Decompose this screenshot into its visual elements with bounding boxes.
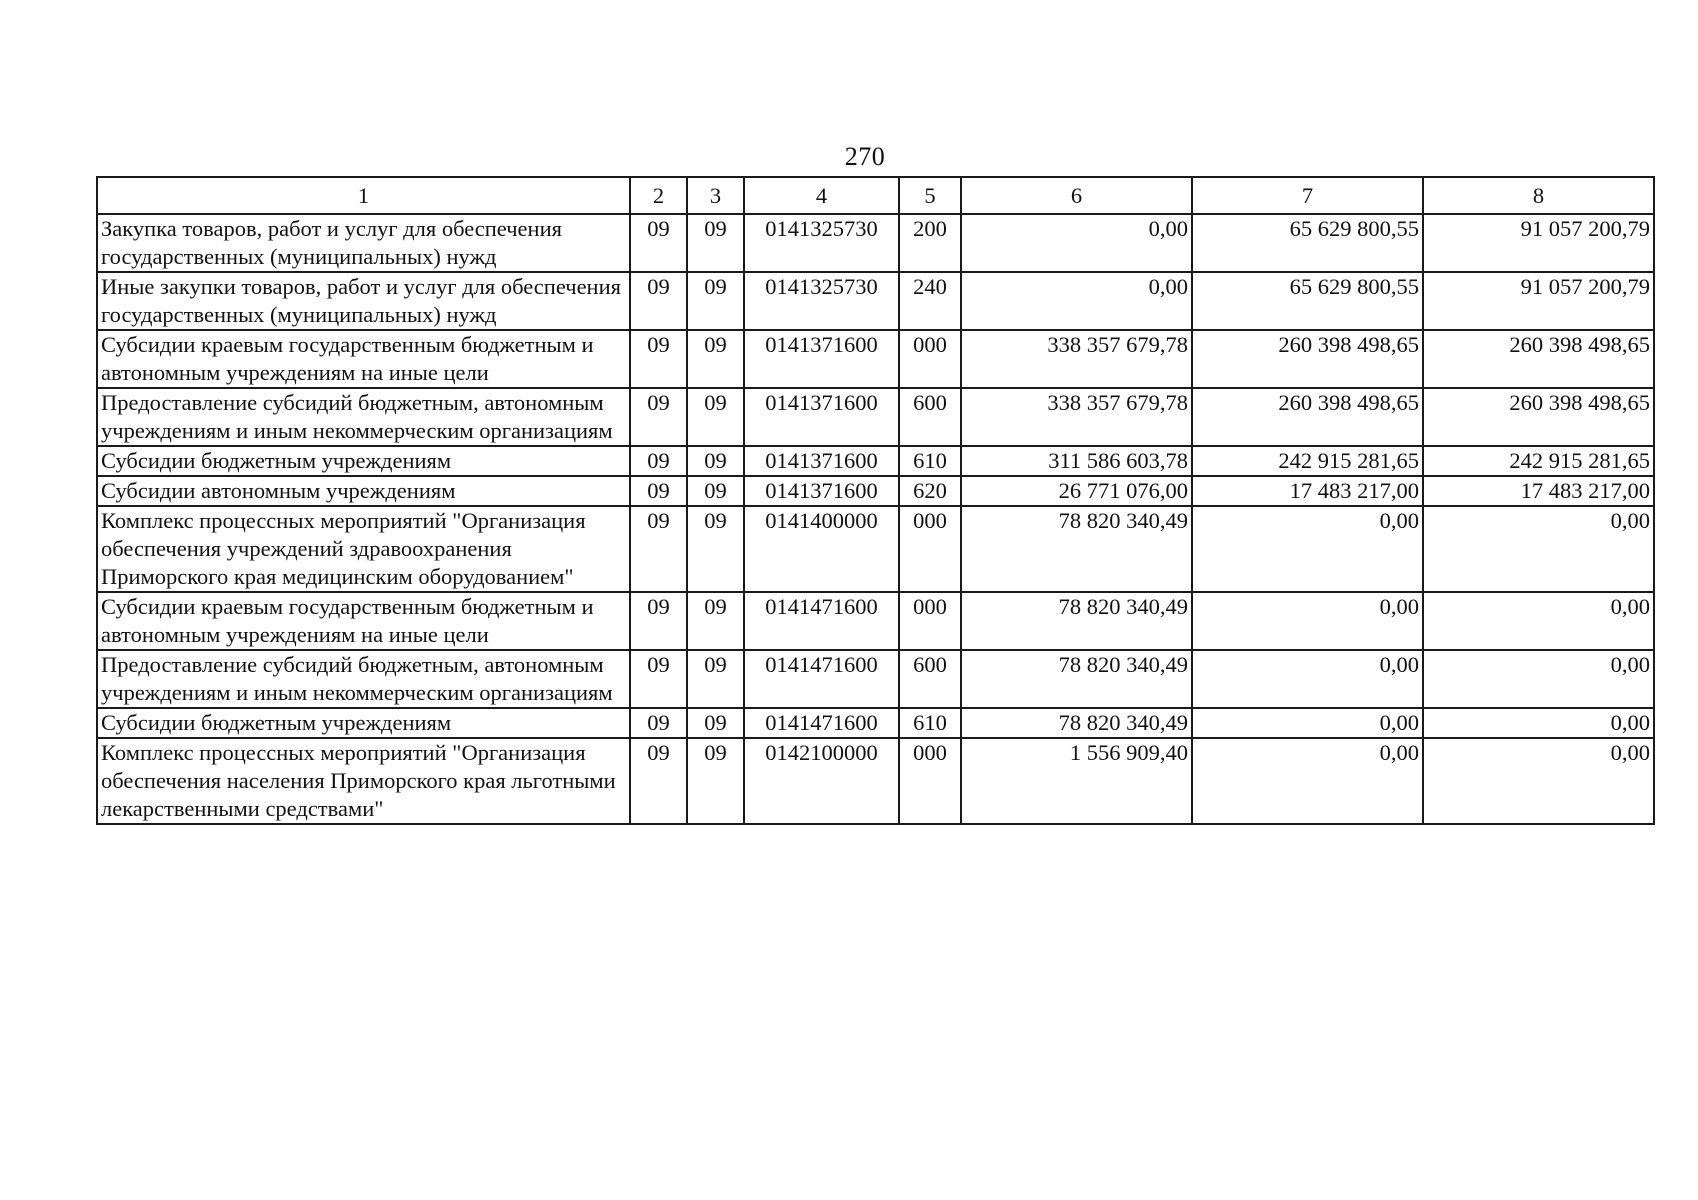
expense-type-cell: 000 bbox=[899, 738, 961, 824]
target-article-cell: 0141325730 bbox=[744, 214, 899, 272]
expense-type-cell: 610 bbox=[899, 446, 961, 476]
target-article-cell: 0141471600 bbox=[744, 708, 899, 738]
subsection-code-cell: 09 bbox=[687, 506, 744, 592]
subsection-code-cell: 09 bbox=[687, 738, 744, 824]
amount-col-6-cell: 0,00 bbox=[961, 272, 1192, 330]
header-col-2: 2 bbox=[630, 177, 687, 214]
amount-col-8-cell: 242 915 281,65 bbox=[1423, 446, 1654, 476]
row-name-cell: Предоставление субсидий бюджетным, автономным учреждениям и иным некоммерческим организациям bbox=[97, 388, 630, 446]
expense-type-cell: 610 bbox=[899, 708, 961, 738]
amount-col-6-cell: 78 820 340,49 bbox=[961, 592, 1192, 650]
amount-col-7-cell: 242 915 281,65 bbox=[1192, 446, 1423, 476]
subsection-code-cell: 09 bbox=[687, 708, 744, 738]
expense-type-cell: 000 bbox=[899, 506, 961, 592]
header-col-3: 3 bbox=[687, 177, 744, 214]
header-col-7: 7 bbox=[1192, 177, 1423, 214]
target-article-cell: 0141471600 bbox=[744, 592, 899, 650]
page-number: 270 bbox=[844, 142, 886, 171]
row-name-cell: Комплекс процессных мероприятий "Организация обеспечения населения Приморского края льготными лекарственными средствами" bbox=[97, 738, 630, 824]
row-name-cell: Субсидии бюджетным учреждениям bbox=[97, 708, 630, 738]
row-name-cell: Предоставление субсидий бюджетным, автономным учреждениям и иным некоммерческим организациям bbox=[97, 650, 630, 708]
target-article-cell: 0141400000 bbox=[744, 506, 899, 592]
section-code-cell: 09 bbox=[630, 708, 687, 738]
amount-col-7-cell: 260 398 498,65 bbox=[1192, 388, 1423, 446]
amount-col-7-cell: 17 483 217,00 bbox=[1192, 476, 1423, 506]
row-name-cell: Субсидии краевым государственным бюджетным и автономным учреждениям на иные цели bbox=[97, 592, 630, 650]
subsection-code-cell: 09 bbox=[687, 214, 744, 272]
amount-col-6-cell: 1 556 909,40 bbox=[961, 738, 1192, 824]
expense-type-cell: 200 bbox=[899, 214, 961, 272]
amount-col-6-cell: 78 820 340,49 bbox=[961, 506, 1192, 592]
row-name-cell: Закупка товаров, работ и услуг для обеспечения государственных (муниципальных) нужд bbox=[97, 214, 630, 272]
subsection-code-cell: 09 bbox=[687, 592, 744, 650]
row-name-cell: Иные закупки товаров, работ и услуг для обеспечения государственных (муниципальных) нужд bbox=[97, 272, 630, 330]
section-code-cell: 09 bbox=[630, 272, 687, 330]
expense-type-cell: 600 bbox=[899, 388, 961, 446]
amount-col-6-cell: 78 820 340,49 bbox=[961, 708, 1192, 738]
row-name-cell: Субсидии бюджетным учреждениям bbox=[97, 446, 630, 476]
table-row bbox=[97, 650, 1654, 708]
section-code-cell: 09 bbox=[630, 214, 687, 272]
amount-col-8-cell: 0,00 bbox=[1423, 738, 1654, 824]
table-row bbox=[97, 214, 1654, 272]
subsection-code-cell: 09 bbox=[687, 330, 744, 388]
row-name-cell: Субсидии краевым государственным бюджетным и автономным учреждениям на иные цели bbox=[97, 330, 630, 388]
section-code-cell: 09 bbox=[630, 506, 687, 592]
amount-col-8-cell: 91 057 200,79 bbox=[1423, 214, 1654, 272]
section-code-cell: 09 bbox=[630, 330, 687, 388]
amount-col-7-cell: 0,00 bbox=[1192, 592, 1423, 650]
table-row bbox=[97, 330, 1654, 388]
amount-col-8-cell: 0,00 bbox=[1423, 650, 1654, 708]
header-col-6: 6 bbox=[961, 177, 1192, 214]
budget-table bbox=[96, 176, 1655, 825]
section-code-cell: 09 bbox=[630, 650, 687, 708]
amount-col-7-cell: 0,00 bbox=[1192, 650, 1423, 708]
section-code-cell: 09 bbox=[630, 388, 687, 446]
subsection-code-cell: 09 bbox=[687, 446, 744, 476]
amount-col-7-cell: 65 629 800,55 bbox=[1192, 272, 1423, 330]
header-col-5: 5 bbox=[899, 177, 961, 214]
table-row bbox=[97, 708, 1654, 738]
row-name-cell: Субсидии автономным учреждениям bbox=[97, 476, 630, 506]
subsection-code-cell: 09 bbox=[687, 476, 744, 506]
target-article-cell: 0141371600 bbox=[744, 330, 899, 388]
amount-col-7-cell: 0,00 bbox=[1192, 506, 1423, 592]
table-row bbox=[97, 592, 1654, 650]
table-row bbox=[97, 738, 1654, 824]
amount-col-8-cell: 0,00 bbox=[1423, 592, 1654, 650]
target-article-cell: 0141371600 bbox=[744, 446, 899, 476]
expense-type-cell: 600 bbox=[899, 650, 961, 708]
section-code-cell: 09 bbox=[630, 738, 687, 824]
header-row bbox=[97, 177, 1654, 214]
target-article-cell: 0142100000 bbox=[744, 738, 899, 824]
amount-col-6-cell: 26 771 076,00 bbox=[961, 476, 1192, 506]
header-col-1: 1 bbox=[97, 177, 630, 214]
table-body bbox=[97, 214, 1654, 824]
amount-col-6-cell: 78 820 340,49 bbox=[961, 650, 1192, 708]
amount-col-8-cell: 260 398 498,65 bbox=[1423, 330, 1654, 388]
amount-col-7-cell: 0,00 bbox=[1192, 708, 1423, 738]
amount-col-6-cell: 338 357 679,78 bbox=[961, 330, 1192, 388]
target-article-cell: 0141471600 bbox=[744, 650, 899, 708]
amount-col-7-cell: 0,00 bbox=[1192, 738, 1423, 824]
target-article-cell: 0141371600 bbox=[744, 388, 899, 446]
amount-col-7-cell: 260 398 498,65 bbox=[1192, 330, 1423, 388]
table-row bbox=[97, 506, 1654, 592]
section-code-cell: 09 bbox=[630, 592, 687, 650]
section-code-cell: 09 bbox=[630, 476, 687, 506]
target-article-cell: 0141325730 bbox=[744, 272, 899, 330]
header-col-8: 8 bbox=[1423, 177, 1654, 214]
amount-col-8-cell: 0,00 bbox=[1423, 506, 1654, 592]
expense-type-cell: 000 bbox=[899, 330, 961, 388]
row-name-cell: Комплекс процессных мероприятий "Организация обеспечения учреждений здравоохранения Приморского края медицинским оборудованием" bbox=[97, 506, 630, 592]
amount-col-8-cell: 91 057 200,79 bbox=[1423, 272, 1654, 330]
amount-col-8-cell: 17 483 217,00 bbox=[1423, 476, 1654, 506]
table-row bbox=[97, 446, 1654, 476]
subsection-code-cell: 09 bbox=[687, 272, 744, 330]
section-code-cell: 09 bbox=[630, 446, 687, 476]
table-row bbox=[97, 388, 1654, 446]
amount-col-8-cell: 260 398 498,65 bbox=[1423, 388, 1654, 446]
table-row bbox=[97, 476, 1654, 506]
amount-col-6-cell: 0,00 bbox=[961, 214, 1192, 272]
subsection-code-cell: 09 bbox=[687, 388, 744, 446]
amount-col-8-cell: 0,00 bbox=[1423, 708, 1654, 738]
amount-col-6-cell: 311 586 603,78 bbox=[961, 446, 1192, 476]
expense-type-cell: 000 bbox=[899, 592, 961, 650]
subsection-code-cell: 09 bbox=[687, 650, 744, 708]
expense-type-cell: 620 bbox=[899, 476, 961, 506]
amount-col-6-cell: 338 357 679,78 bbox=[961, 388, 1192, 446]
expense-type-cell: 240 bbox=[899, 272, 961, 330]
table-header bbox=[97, 177, 1654, 214]
table-row bbox=[97, 272, 1654, 330]
amount-col-7-cell: 65 629 800,55 bbox=[1192, 214, 1423, 272]
header-col-4: 4 bbox=[744, 177, 899, 214]
target-article-cell: 0141371600 bbox=[744, 476, 899, 506]
